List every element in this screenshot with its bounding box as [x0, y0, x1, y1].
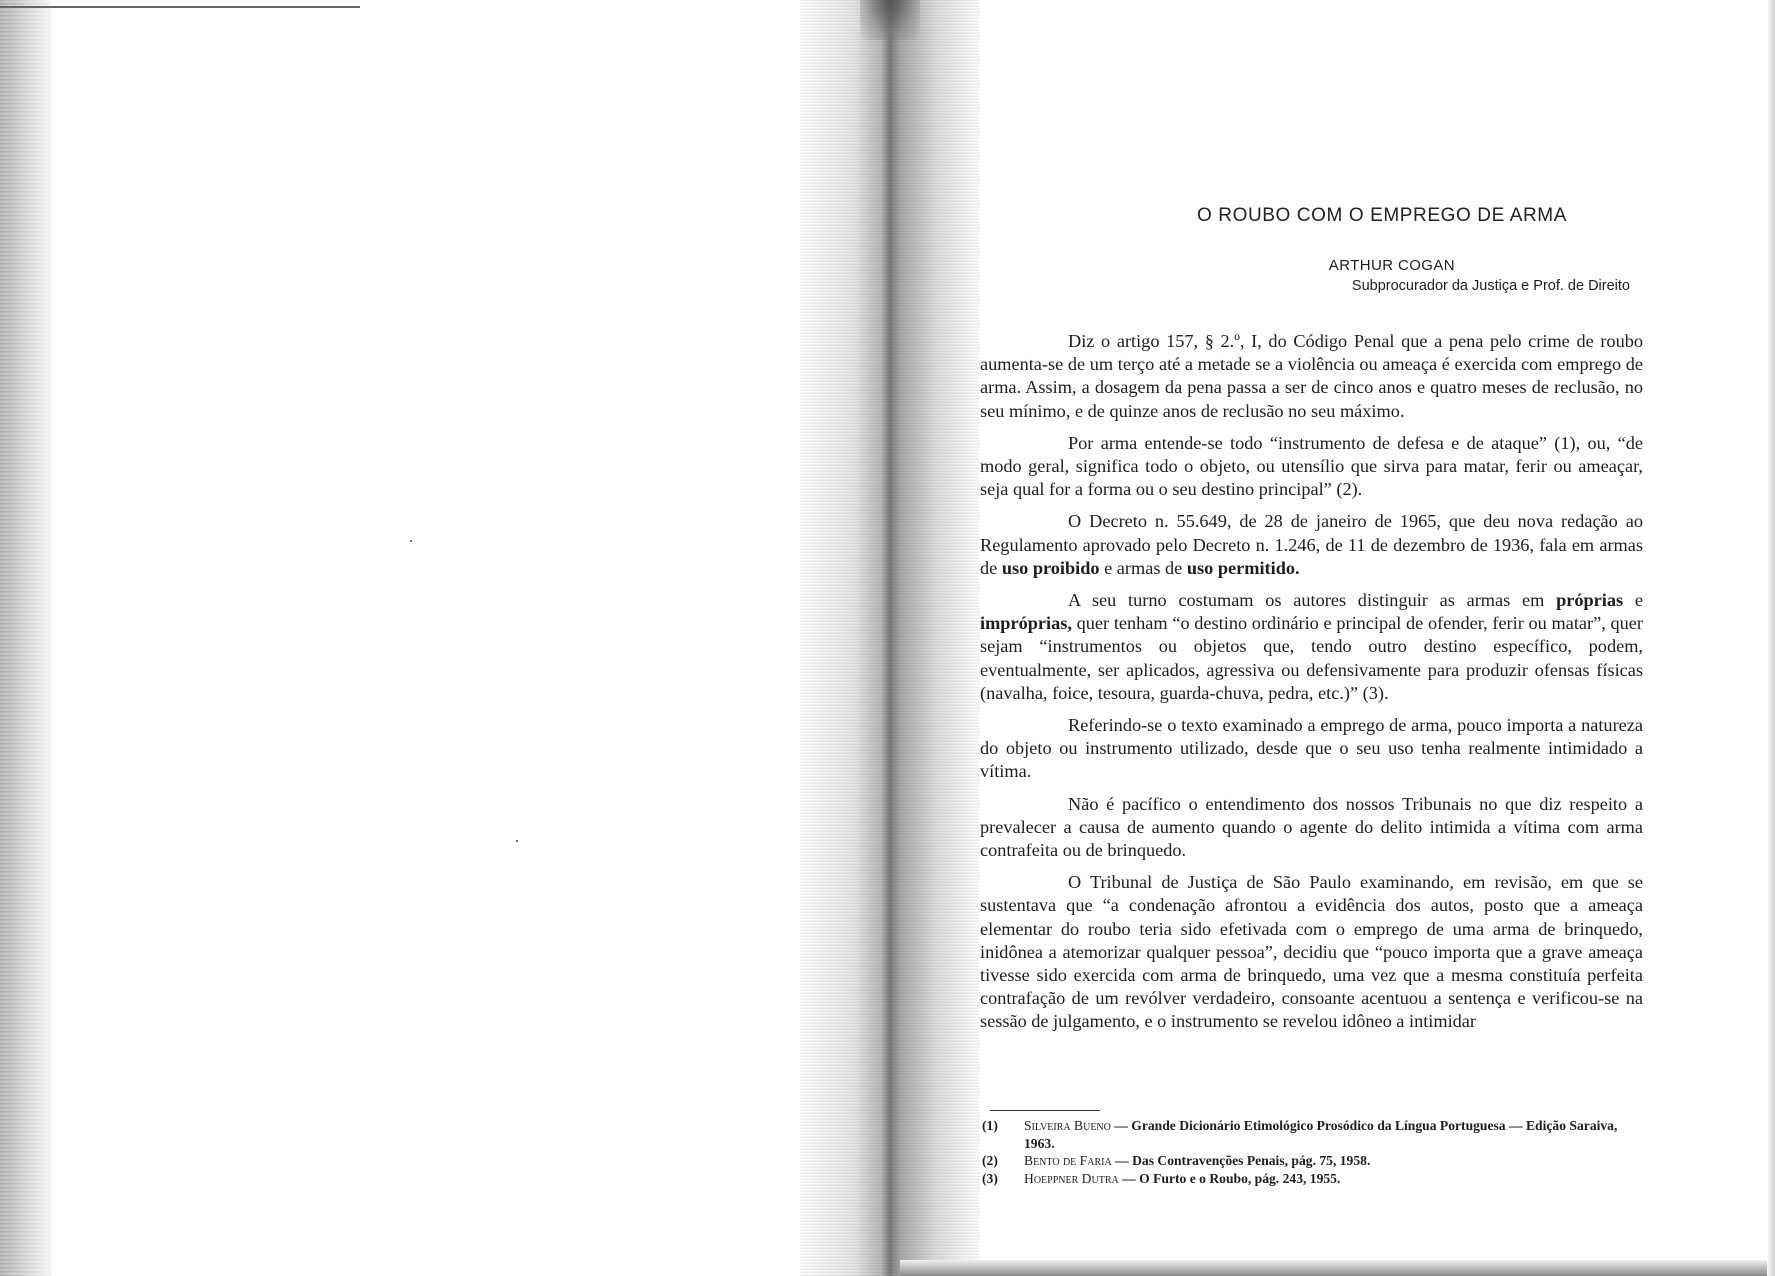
article-body — [980, 330, 1643, 1043]
article-title: O ROUBO COM O EMPREGO DE ARMA — [1197, 205, 1567, 226]
footnote-author: Silveira Bueno — [1024, 1118, 1111, 1133]
footnote-work: Das Contravenções Penais, pág. 75, 1958. — [1132, 1153, 1371, 1168]
book-gutter-top — [860, 0, 920, 40]
paragraph-6: Não é pacífico o entendimento dos nossos Tribunais no que diz respeito a prevalecer a causa de aumento quando o agente do delito intimida a vítima com arma contrafeita ou de brinquedo. — [980, 793, 1643, 861]
footnote-number: (3) — [982, 1170, 998, 1186]
footnote-3 — [980, 1170, 1640, 1188]
book-gutter-shadow — [800, 0, 980, 1276]
paragraph-4-text: e — [1623, 590, 1643, 611]
paragraph-1: Diz o artigo 157, § 2.º, I, do Código Penal que a pena pelo crime de roubo aumenta-se de um terço até a metade se a violência ou ameaça é exercida com emprego de arma. Assim, a dosagem da pena passa a ser de cinco anos e quatro meses de reclusão, no seu mínimo, e de quinze anos de reclusão no seu máximo. — [980, 331, 1643, 421]
paragraph-4-text: A seu turno costumam os autores distinguir as armas em — [1068, 590, 1557, 611]
footnote-number: (2) — [982, 1153, 998, 1168]
term-uso-permitido: uso permitido. — [1186, 557, 1300, 578]
speck — [516, 840, 518, 842]
author-name: ARTHUR COGAN — [1328, 257, 1455, 274]
paragraph-3-text: e armas de — [1099, 557, 1187, 578]
speck — [410, 540, 412, 542]
footnote-work: O Furto e o Roubo, pág. 243, 1955. — [1139, 1170, 1341, 1186]
footnote-1 — [980, 1117, 1640, 1152]
paragraph-2: Por arma entende-se todo “instrumento de defesa e de ataque” (1), ou, “de modo geral, significa todo o objeto, ou utensílio que sirva para matar, ferir ou ameaçar, seja qual for a forma ou o seu destino principal” (2). — [980, 432, 1643, 500]
footnote-rule — [990, 1110, 1100, 1111]
scan-top-line — [0, 6, 360, 8]
footnote-number: (1) — [982, 1118, 998, 1133]
term-improprias: impróprias, — [980, 613, 1072, 634]
footnote-author: Hoeppner Dutra — [1024, 1170, 1119, 1186]
paragraph-7: O Tribunal de Justiça de São Paulo examinando, em revisão, em que se sustentava que “a condenação afrontou a evidência dos autos, posto que a ameaça elementar do roubo teria sido efetivada com o emprego de uma arma de brinquedo, inidônea a atemorizar qualquer pessoa”, decidiu que “pouco importa que a grave ameaça tivesse sido exercida com arma de brinquedo, uma vez que a mesma constituía perfeita contrafação de um revólver verdadeiro, consoante acentuou a sentença e verificou-se na sessão de julgamento, e o instrumento se revelou idôneo a intimidar — [980, 872, 1643, 1032]
footnotes — [980, 1117, 1640, 1187]
scan-right-edge — [1767, 0, 1775, 1276]
paragraph-5: Referindo-se o texto examinado a emprego de arma, pouco importa a natureza do objeto ou instrumento utilizado, desde que o seu uso tenha realmente intimidado a vítima. — [980, 715, 1643, 782]
scan-left-edge — [0, 0, 52, 1276]
scan-bottom-edge — [900, 1260, 1775, 1276]
footnote-dash: — — [1111, 1153, 1133, 1168]
footnote-dash: — — [1110, 1118, 1132, 1133]
author-role: Subprocurador da Justiça e Prof. de Direito — [1351, 278, 1630, 294]
paragraph-3 — [980, 510, 1643, 580]
paragraph-4-text: quer tenham “o destino ordinário e principal de ofender, ferir ou matar”, quer sejam “instrumentos ou objetos que, tendo outro destino específico, podem, eventualmente, ser aplicados, agressiva ou defensivamente para produzir ofensas físicas (navalha, foice, tesoura, guarda-chuva, pedra, etc.)” (3). — [980, 613, 1643, 703]
footnote-work: Grande Dicionário Etimológico Prosódico da Língua Portuguesa — Edição Saraiva, 1963. — [1024, 1118, 1618, 1151]
footnote-2 — [980, 1152, 1640, 1170]
paragraph-3-text: O Decreto n. 55.649, de 28 de janeiro de 1965, que deu nova redação ao Regulamento aprovado pelo Decreto n. 1.246, de 11 de dezembro de 1936, fala em armas de — [980, 511, 1643, 578]
paragraph-4 — [980, 589, 1643, 705]
term-uso-proibido: uso proibido — [1001, 557, 1100, 578]
author-block — [1329, 257, 1630, 294]
footnote-author: Bento de Faria — [1024, 1153, 1112, 1168]
term-proprias: próprias — [1556, 590, 1624, 611]
footnote-dash: — — [1118, 1170, 1140, 1186]
